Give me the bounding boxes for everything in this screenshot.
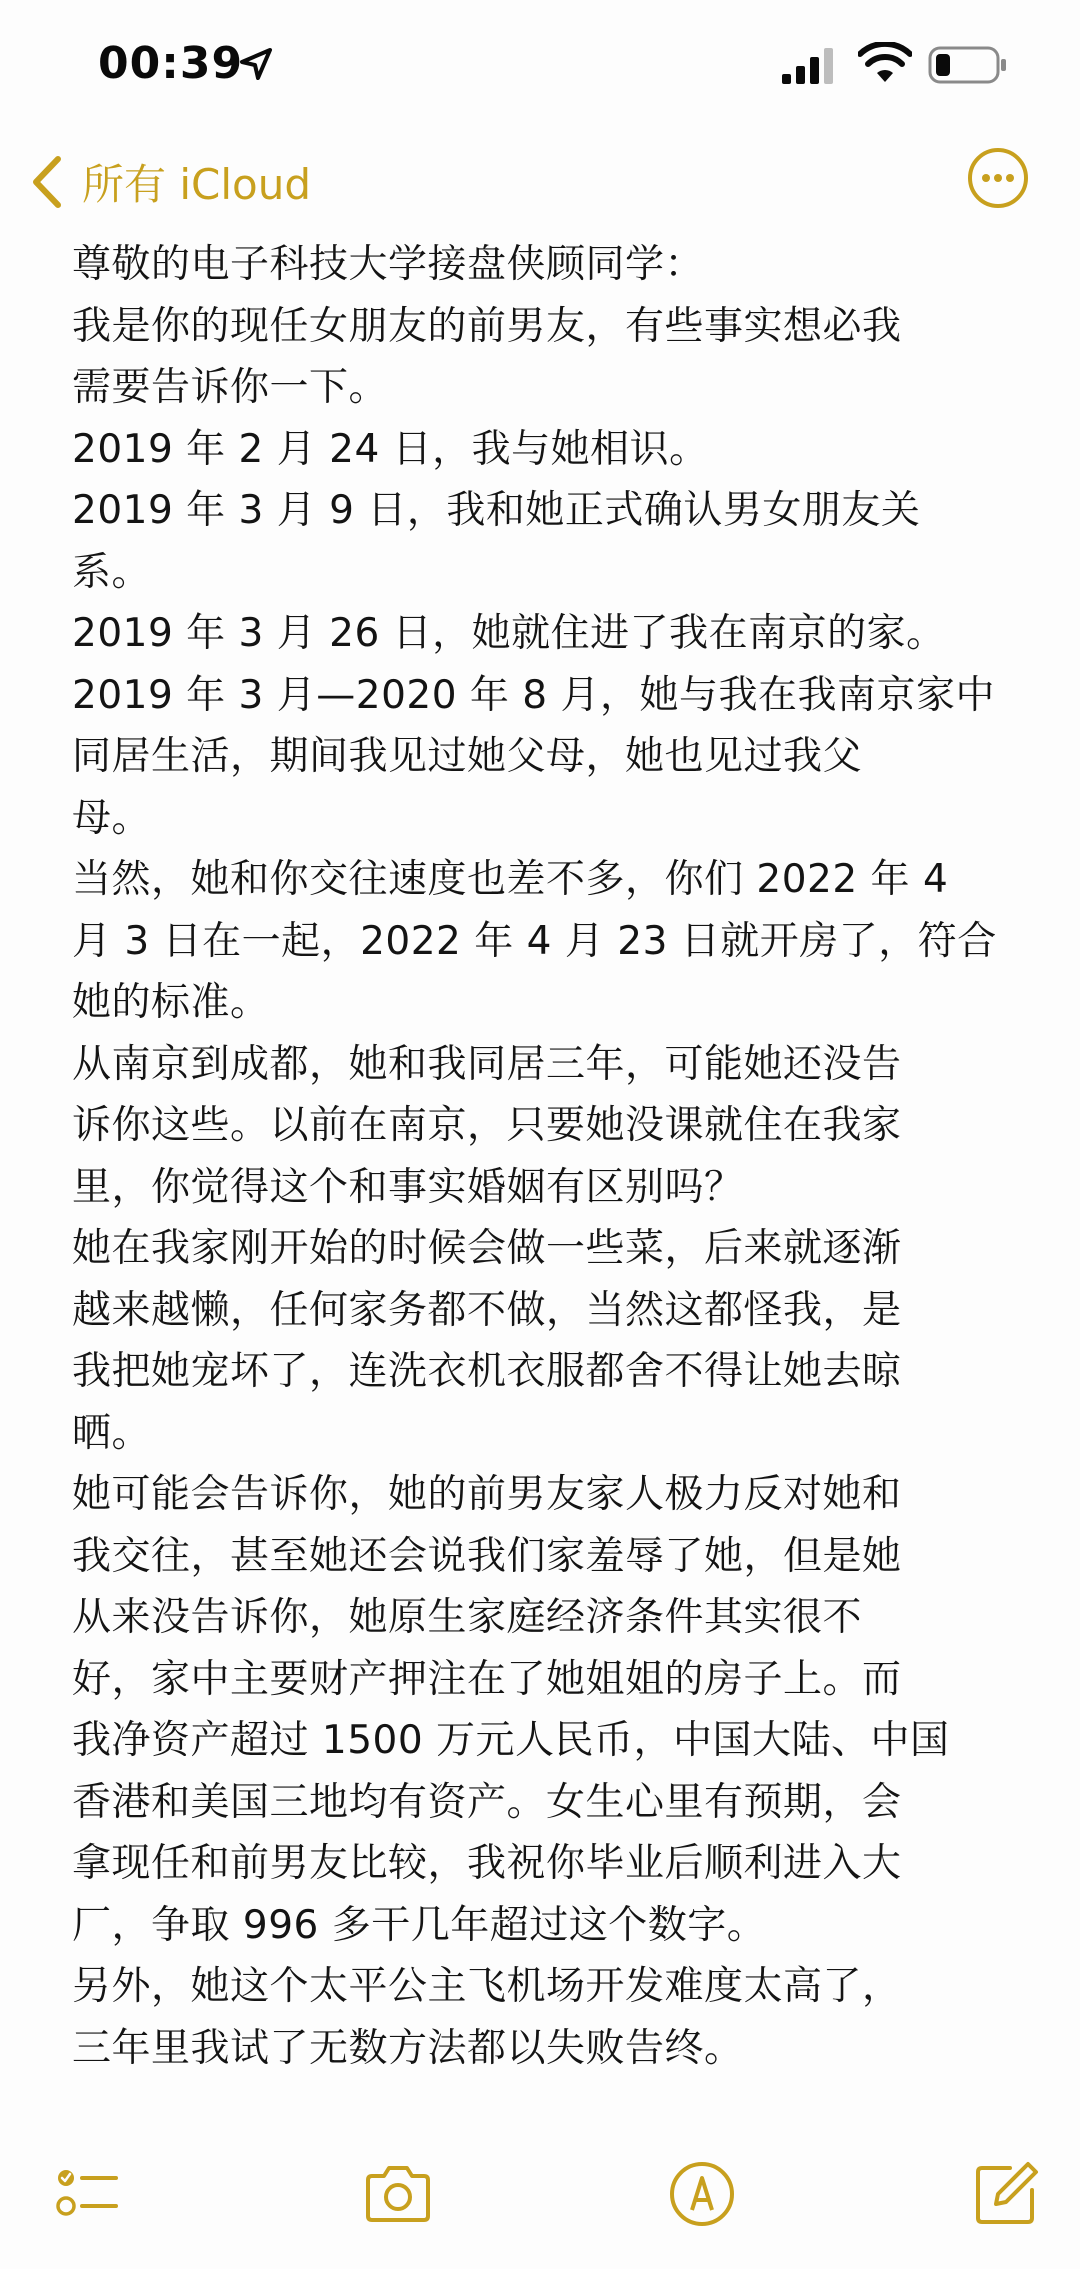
note-line: 越来越懒，任何家务都不做，当然这都怪我，是	[72, 1287, 902, 1333]
note-line: 2019 年 3 月 26 日，她就住进了我在南京的家。	[72, 611, 946, 656]
note-line: 诉你这些。以前在南京，只要她没课就住在我家	[72, 1103, 902, 1148]
note-line: 2019 年 2 月 24 日，我与她相识。	[72, 426, 709, 472]
nav-bar	[0, 130, 1080, 230]
chevron-left-icon	[28, 155, 64, 209]
bottom-toolbar	[0, 2140, 1080, 2250]
note-line: 我净资产超过 1500 万元人民币，中国大陆、中国	[72, 1718, 950, 1763]
checklist-icon[interactable]	[52, 2158, 124, 2230]
note-line: 我把她宠坏了，连洗衣机衣服都舍不得让她去晾	[72, 1349, 902, 1394]
note-line: 月 3 日在一起，2022 年 4 月 23 日就开房了，符合	[72, 918, 997, 964]
status-bar	[0, 0, 1080, 130]
location-arrow-icon	[236, 44, 276, 84]
camera-icon[interactable]	[362, 2158, 434, 2230]
battery-icon	[928, 44, 1008, 86]
more-ellipsis-icon[interactable]	[966, 146, 1030, 210]
back-label: 所有 iCloud	[82, 160, 311, 209]
note-line: 她的标准。	[72, 980, 270, 1025]
wifi-icon	[858, 42, 912, 84]
note-line: 同居生活，期间我见过她父母，她也见过我父	[72, 734, 863, 779]
note-line: 尊敬的电子科技大学接盘侠顾同学：	[72, 242, 705, 287]
note-line: 从南京到成都，她和我同居三年，可能她还没告	[72, 1041, 902, 1087]
note-line: 需要告诉你一下。	[72, 365, 389, 410]
note-line: 母。	[72, 795, 152, 841]
note-line: 系。	[72, 549, 152, 595]
note-body[interactable]	[72, 234, 1032, 2079]
note-line: 我交往，甚至她还会说我们家羞辱了她，但是她	[72, 1533, 902, 1579]
note-line: 从来没告诉你，她原生家庭经济条件其实很不	[72, 1595, 863, 1640]
compose-icon[interactable]	[970, 2158, 1042, 2230]
note-line: 2019 年 3 月—2020 年 8 月，她与我在我南京家中	[72, 672, 996, 718]
note-line: 三年里我试了无数方法都以失败告终。	[72, 2025, 744, 2071]
note-line: 好，家中主要财产押注在了她姐姐的房子上。而	[72, 1656, 902, 1702]
markup-pen-icon[interactable]	[666, 2158, 738, 2230]
note-line: 拿现任和前男友比较，我祝你毕业后顺利进入大	[72, 1841, 902, 1886]
note-line: 2019 年 3 月 9 日，我和她正式确认男女朋友关	[72, 488, 921, 533]
note-line: 香港和美国三地均有资产。女生心里有预期，会	[72, 1779, 902, 1825]
note-line: 当然，她和你交往速度也差不多，你们 2022 年 4	[72, 857, 949, 902]
cellular-signal-icon	[780, 46, 840, 84]
note-line: 里，你觉得这个和事实婚姻有区别吗？	[72, 1164, 744, 1210]
back-button[interactable]	[28, 150, 311, 214]
note-line: 她在我家刚开始的时候会做一些菜，后来就逐渐	[72, 1226, 902, 1271]
note-line: 我是你的现任女朋友的前男友，有些事实想必我	[72, 303, 902, 349]
note-line: 晒。	[72, 1410, 152, 1456]
note-line: 另外，她这个太平公主飞机场开发难度太高了，	[72, 1964, 902, 2009]
note-line: 她可能会告诉你，她的前男友家人极力反对她和	[72, 1472, 902, 1517]
status-time: 00:39	[98, 38, 244, 89]
note-line: 厂，争取 996 多干几年超过这个数字。	[72, 1902, 767, 1948]
